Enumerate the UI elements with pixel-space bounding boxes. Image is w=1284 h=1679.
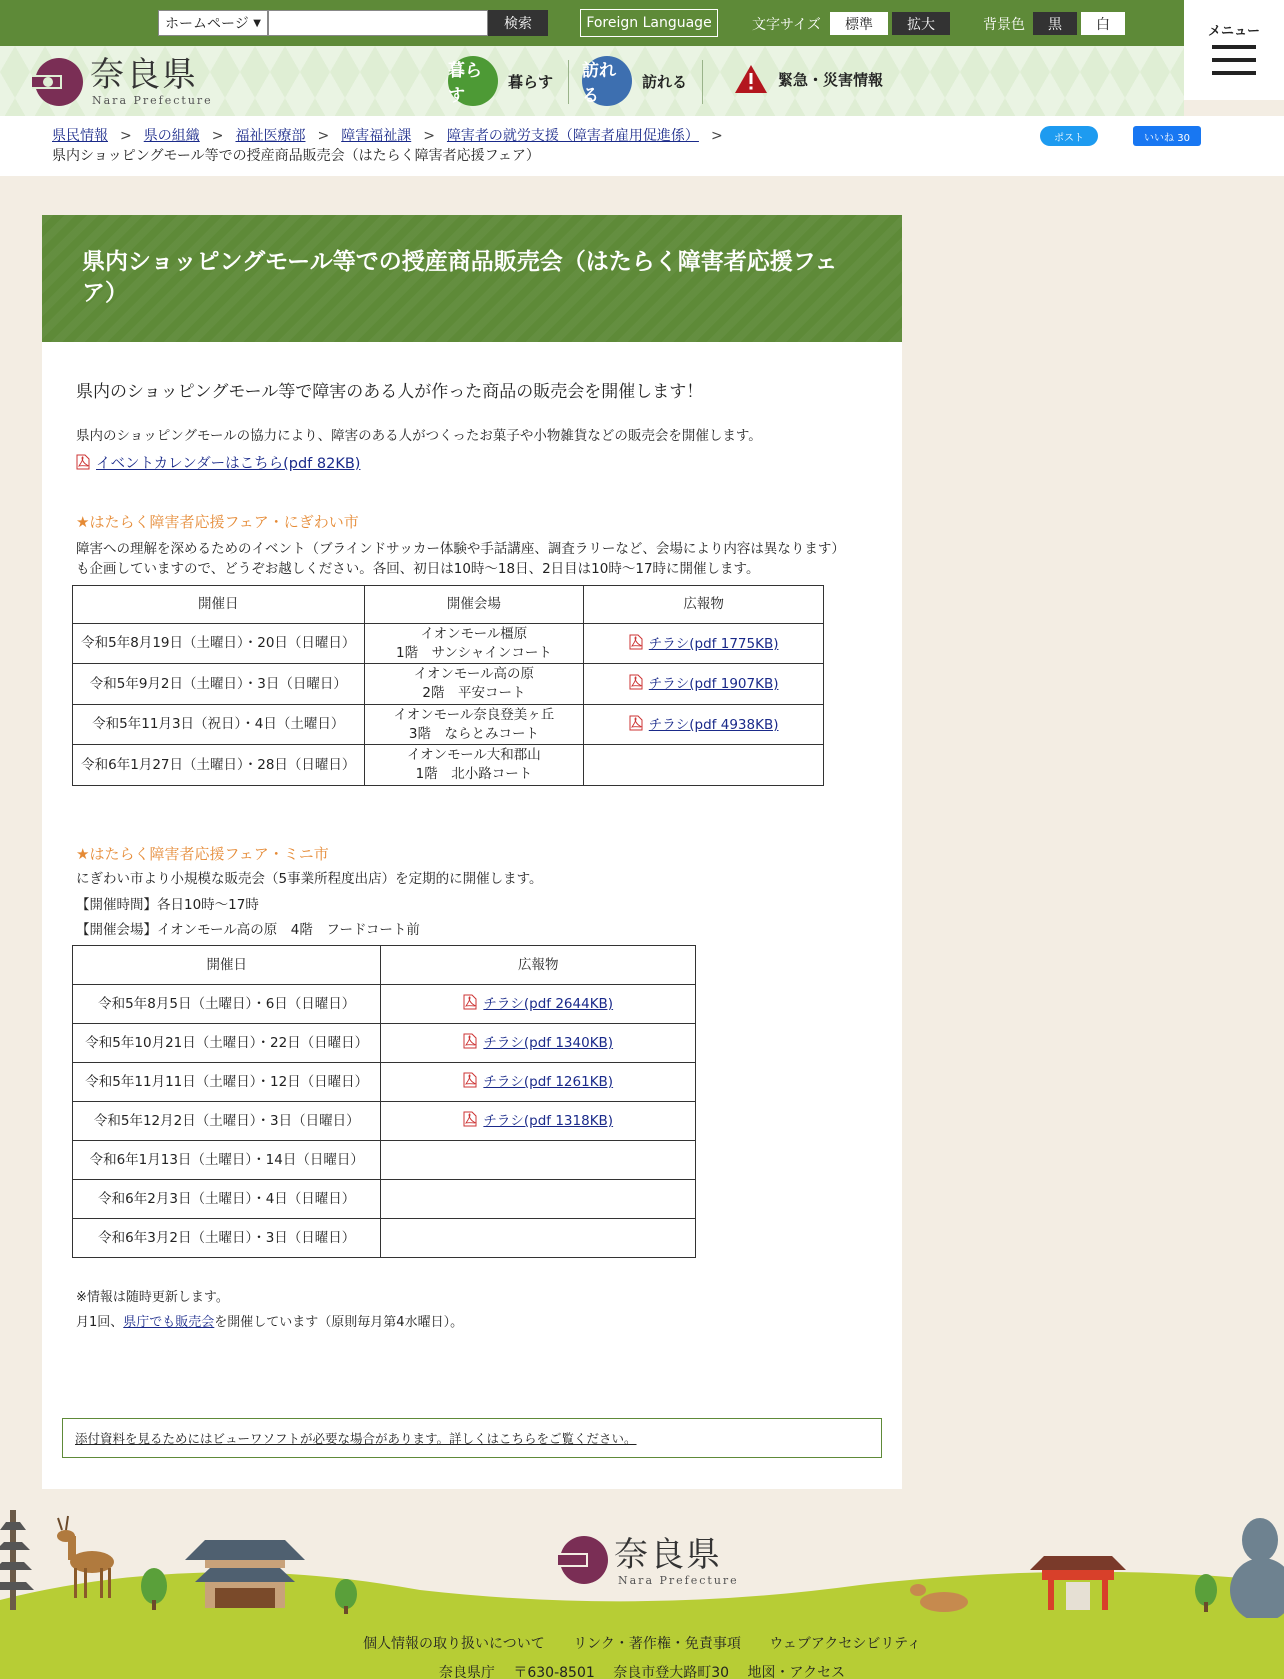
facebook-like-button[interactable]: いいね 30: [1133, 126, 1201, 146]
venue-floor: 2階 平安コート: [422, 685, 526, 701]
breadcrumb-bar: [0, 116, 1284, 176]
flyer-cell: [381, 1180, 696, 1219]
table-row: [73, 705, 824, 745]
chevron-right-icon: >: [211, 128, 224, 144]
date-cell: 令和5年11月3日（祝日）・4日（土曜日）: [73, 705, 365, 745]
flyer-cell: [381, 985, 696, 1024]
breadcrumb-current: 県内ショッピングモール等での授産商品販売会（はたらく障害者応援フェア）: [52, 148, 540, 164]
venue-cell: [364, 664, 584, 705]
site-header: [0, 46, 1184, 116]
viewer-software-link[interactable]: 添付資料を見るためにはビューワソフトが必要な場合があります。詳しくはこちらをご覧ください。: [75, 1431, 637, 1446]
warning-icon: [734, 64, 768, 94]
nav-live-label: 暮らす: [508, 72, 554, 91]
nigiwai-description: 障害への理解を深めるためのイベント（ブラインドサッカー体験や手話講座、調査ラリーなど、会場により内容は異なります）も企画していますので、どうぞお越しください。各回、初日は10時～18日、2日目は10時～17時に開催します。: [76, 541, 845, 577]
mini-time: 【開催時間】各日10時～17時: [76, 897, 259, 913]
footer-logo: [558, 1536, 608, 1584]
table-row: [73, 745, 824, 786]
monthly-sale-note: [76, 1313, 463, 1333]
footer-link-privacy[interactable]: 個人情報の取り扱いについて: [363, 1636, 545, 1652]
logo-text: 奈良県: [90, 55, 198, 95]
date-cell: 令和5年11月11日（土曜日）・12日（日曜日）: [73, 1063, 381, 1102]
intro-text: 県内のショッピングモールの協力により、障害のある人がつくったお菓子や小物雑貨などの販売会を開催します。: [76, 428, 762, 444]
table-row: [73, 1141, 696, 1180]
font-size-label: 文字サイズ: [752, 17, 821, 33]
lead-text: 県内のショッピングモール等で障害のある人が作った商品の販売会を開催します！: [76, 382, 704, 402]
footer-links: [0, 1633, 1284, 1653]
breadcrumb-link[interactable]: 県の組織: [143, 128, 200, 144]
flyer-link[interactable]: チラシ(pdf 1261KB): [483, 1074, 614, 1090]
table-header: 広報物: [584, 586, 824, 624]
table-row: [73, 1102, 696, 1141]
flyer-cell: [381, 1024, 696, 1063]
pdf-icon: [76, 454, 90, 470]
table-row: [73, 664, 824, 705]
calendar-link-row: [76, 454, 868, 474]
venue-name: イオンモール奈良登美ヶ丘: [393, 706, 555, 723]
date-cell: 令和5年8月5日（土曜日）・6日（日曜日）: [73, 985, 381, 1024]
chevron-right-icon: >: [423, 128, 435, 144]
date-cell: 令和6年1月13日（土曜日）・14日（日曜日）: [73, 1141, 381, 1180]
pdf-icon: [629, 634, 643, 650]
flyer-cell: [381, 1141, 696, 1180]
footer-postal-code: 〒630-8501: [513, 1665, 595, 1679]
nav-divider: [568, 60, 569, 104]
table-header: 開催会場: [364, 586, 584, 624]
update-note: ※情報は随時更新します。: [76, 1290, 229, 1305]
table-header: 開催日: [73, 586, 365, 624]
table-row: [73, 1180, 696, 1219]
hamburger-icon: [1212, 45, 1256, 84]
table-header: 広報物: [381, 946, 696, 985]
font-size-standard-button[interactable]: 標準: [830, 12, 888, 35]
page-title-block: [42, 215, 902, 342]
venue-floor: 1階 北小路コート: [415, 766, 533, 782]
date-cell: 令和6年1月27日（土曜日）・28日（日曜日）: [73, 745, 365, 786]
bg-color-label: 背景色: [983, 17, 1025, 33]
buddha-statue-icon: [1230, 1518, 1284, 1618]
footer-street: 奈良市登大路町30: [613, 1665, 730, 1679]
pdf-icon: [629, 715, 643, 731]
venue-floor: 3階 ならとみコート: [408, 725, 539, 742]
flyer-cell: [584, 664, 824, 705]
footer-address: [0, 1662, 1284, 1679]
flyer-cell: [584, 705, 824, 745]
date-cell: 令和5年9月2日（土曜日）・3日（日曜日）: [73, 664, 365, 705]
visit-circle-icon: 訪れる: [582, 56, 632, 106]
nav-emergency-label: 緊急・災害情報: [778, 70, 884, 89]
table-header-row: [73, 586, 824, 624]
venue-floor: 1階 サンシャインコート: [396, 644, 552, 661]
table-row: [73, 1063, 696, 1102]
top-bar: [0, 0, 1184, 46]
bg-white-button[interactable]: 白: [1081, 12, 1125, 35]
mini-table: [72, 945, 696, 1258]
venue-cell: [364, 624, 584, 664]
flyer-link[interactable]: チラシ(pdf 1907KB): [648, 676, 779, 692]
venue-name: イオンモール橿原: [420, 625, 528, 642]
date-cell: 令和5年12月2日（土曜日）・3日（日曜日）: [73, 1102, 381, 1141]
pdf-icon: [463, 1033, 477, 1049]
footer-link-accessibility[interactable]: ウェブアクセシビリティ: [769, 1636, 921, 1652]
footer-office-name: 奈良県庁: [438, 1665, 495, 1679]
bg-black-button[interactable]: 黒: [1033, 12, 1077, 35]
pdf-icon: [463, 994, 477, 1010]
footer-map-link[interactable]: 地図・アクセス: [747, 1665, 846, 1679]
flyer-cell: [381, 1102, 696, 1141]
monthly-pre: 月1回、: [76, 1315, 124, 1330]
breadcrumb: [52, 126, 1012, 166]
logo-subtext: Nara Prefecture: [92, 94, 213, 107]
venue-cell: [364, 745, 584, 786]
event-calendar-link[interactable]: イベントカレンダーはこちら(pdf 82KB): [96, 456, 361, 472]
breadcrumb-link[interactable]: 障害福祉課: [341, 128, 412, 144]
flyer-cell: [381, 1063, 696, 1102]
menu-label: メニュー: [1207, 24, 1260, 39]
nav-emergency[interactable]: [734, 64, 883, 94]
nigiwai-heading: ★はたらく障害者応援フェア・にぎわい市: [76, 513, 359, 531]
nav-live[interactable]: [448, 56, 553, 106]
viewer-software-note: [62, 1418, 882, 1458]
date-cell: 令和6年3月2日（土曜日）・3日（日曜日）: [73, 1219, 381, 1258]
monthly-post: を開催しています（原則毎月第4水曜日）。: [214, 1315, 464, 1330]
article-body: [42, 377, 902, 579]
prefectural-office-sale-link[interactable]: 県庁でも販売会: [123, 1315, 215, 1330]
footer-logo-text: 奈良県: [614, 1535, 722, 1575]
search-button[interactable]: 検索: [488, 10, 548, 36]
site-logo[interactable]: [32, 56, 213, 107]
font-size-large-button[interactable]: 拡大: [892, 12, 950, 35]
breadcrumb-link[interactable]: 福祉医療部: [235, 128, 306, 144]
venue-name: イオンモール高の原: [413, 666, 535, 682]
chevron-right-icon: >: [120, 128, 132, 144]
table-row: [73, 985, 696, 1024]
site-select-value: ホームページ: [165, 16, 249, 32]
pdf-icon: [463, 1111, 477, 1127]
pdf-icon: [629, 674, 643, 690]
footer-bar: [0, 1618, 1284, 1679]
footer-link-copyright[interactable]: リンク・著作権・免責事項: [573, 1636, 741, 1652]
table-row: [73, 1024, 696, 1063]
flyer-cell: [584, 624, 824, 664]
flyer-link[interactable]: チラシ(pdf 1318KB): [483, 1113, 614, 1129]
pdf-icon: [463, 1072, 477, 1088]
chevron-right-icon: >: [317, 128, 330, 144]
venue-cell: [364, 705, 584, 745]
mini-venue: 【開催会場】イオンモール高の原 4階 フードコート前: [76, 922, 420, 938]
nav-divider: [702, 60, 703, 104]
site-select[interactable]: [158, 10, 268, 36]
nara-logo-icon: [32, 57, 86, 107]
live-circle-icon: 暮らす: [448, 56, 498, 106]
date-cell: 令和6年2月3日（土曜日）・4日（日曜日）: [73, 1180, 381, 1219]
flyer-link[interactable]: チラシ(pdf 1775KB): [648, 635, 779, 652]
chevron-down-icon: ▼: [253, 17, 261, 29]
date-cell: 令和5年8月19日（土曜日）・20日（日曜日）: [73, 624, 365, 664]
mini-description: にぎわい市より小規模な販売会（5事業所程度出店）を定期的に開催します。: [76, 871, 543, 887]
flyer-cell: [584, 745, 824, 786]
nigiwai-table: [72, 585, 824, 786]
table-header-row: [73, 946, 696, 985]
page-title: 県内ショッピングモール等での授産商品販売会（はたらく障害者応援フェア）: [82, 249, 838, 306]
flyer-link[interactable]: チラシ(pdf 1340KB): [483, 1035, 614, 1051]
flyer-link[interactable]: チラシ(pdf 2644KB): [483, 996, 614, 1012]
menu-button[interactable]: [1184, 0, 1284, 100]
breadcrumb-link[interactable]: 障害者の就労支援（障害者雇用促進係）: [446, 128, 699, 144]
share-post-button[interactable]: ポスト: [1040, 126, 1098, 146]
date-cell: 令和5年10月21日（土曜日）・22日（日曜日）: [73, 1024, 381, 1063]
table-row: [73, 624, 824, 664]
footer-logo-subtext: Nara Prefecture: [618, 1574, 739, 1587]
mini-heading: ★はたらく障害者応援フェア・ミニ市: [76, 845, 329, 863]
flyer-cell: [381, 1219, 696, 1258]
search-input[interactable]: [268, 10, 488, 36]
foreign-language-button[interactable]: Foreign Language: [580, 9, 718, 37]
venue-name: イオンモール大和郡山: [407, 747, 541, 763]
breadcrumb-link[interactable]: 県民情報: [52, 128, 108, 144]
flyer-link[interactable]: チラシ(pdf 4938KB): [648, 716, 779, 733]
table-header: 開催日: [73, 946, 381, 985]
nav-visit-label: 訪れる: [642, 72, 688, 91]
main-content: [42, 215, 902, 1489]
chevron-right-icon: >: [710, 128, 723, 144]
table-row: [73, 1219, 696, 1258]
footer-illustration: [0, 1490, 1284, 1618]
nav-visit[interactable]: [582, 56, 687, 106]
